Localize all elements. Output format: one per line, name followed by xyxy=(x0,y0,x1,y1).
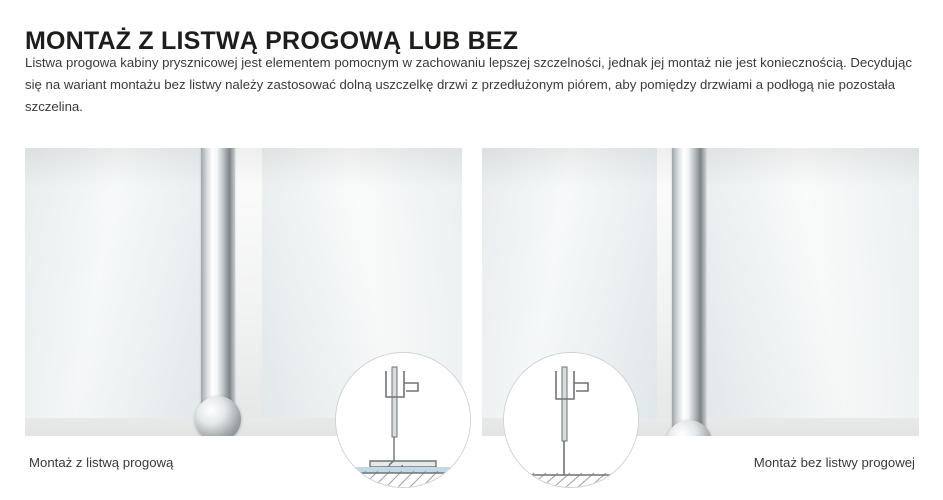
threshold-profile-detail-icon xyxy=(336,353,470,487)
glass-panel-left xyxy=(25,148,215,448)
figure-strip xyxy=(25,148,919,488)
intro-paragraph: Listwa progowa kabiny prysznicowej jest elementem pomocnym w zachowaniu lepszej szczelności, jednak jej montaż nie jest koniecznością. Decydując się na wariant montażu bez listwy należy zastosować dolną uszczelkę drzwi z przedłużonym piórem, aby pomiędzy drzwiami a podłogą nie pozostała szczelina. xyxy=(25,55,912,114)
detail-inset-with-threshold xyxy=(335,352,471,488)
intro-text xyxy=(25,52,919,118)
caption-text: Montaż bez listwy progowej xyxy=(753,454,915,470)
no-threshold-profile-diagram xyxy=(504,353,638,487)
detail-inset-without-threshold xyxy=(503,352,639,488)
caption-text: Montaż z listwą progową xyxy=(29,454,174,470)
vertical-chrome-profile xyxy=(672,148,706,428)
vertical-chrome-profile xyxy=(201,148,235,406)
threshold-profile-diagram xyxy=(336,353,470,487)
wall-shadow xyxy=(25,148,462,188)
no-threshold-profile-detail-icon xyxy=(504,353,638,487)
page-title: MONTAŻ Z LISTWĄ PROGOWĄ LUB BEZ xyxy=(25,26,519,55)
glass-panel-right xyxy=(704,148,919,448)
